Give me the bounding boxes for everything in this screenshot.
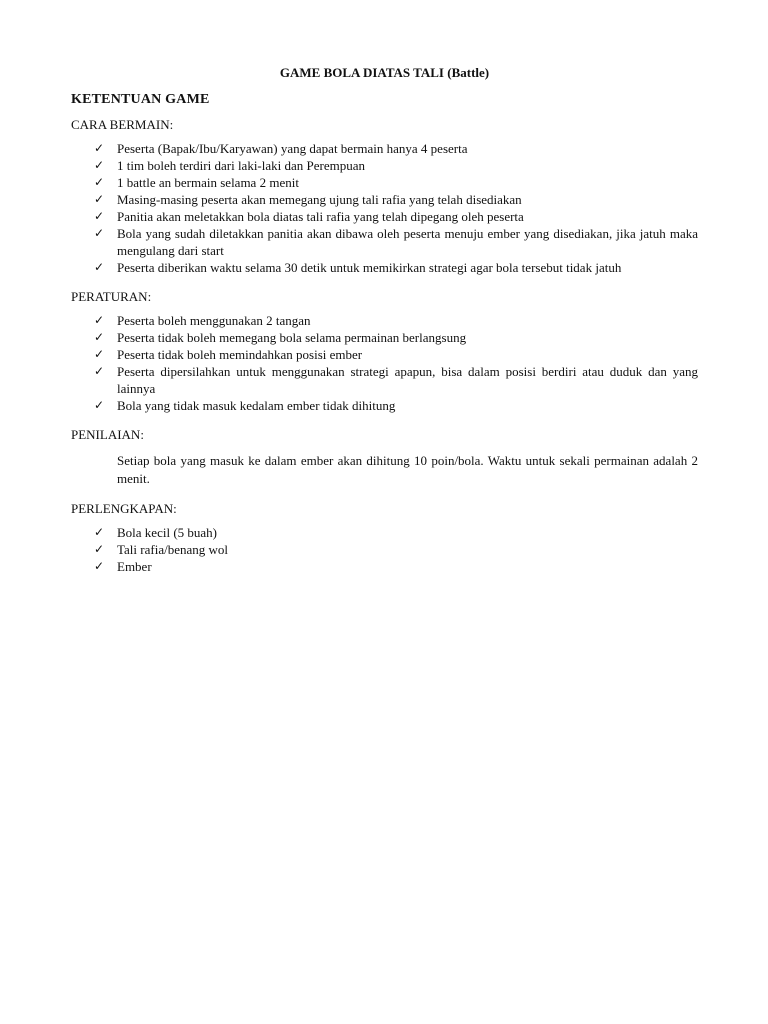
list-item xyxy=(71,208,698,225)
list-item xyxy=(71,191,698,208)
list-item xyxy=(71,397,698,414)
document-title: GAME BOLA DIATAS TALI (Battle) xyxy=(279,65,490,80)
check-mark-icon: ✓ xyxy=(94,141,105,155)
list-item xyxy=(71,157,698,174)
list-item xyxy=(71,225,698,259)
list-item-text: Masing-masing peserta akan memegang ujung tali rafia yang telah disediakan xyxy=(117,192,522,207)
check-mark-icon: ✓ xyxy=(94,313,105,327)
check-mark-icon: ✓ xyxy=(94,525,105,539)
list-item-text: Bola yang tidak masuk kedalam ember tidak dihitung xyxy=(117,398,396,413)
list-item-text: 1 battle an bermain selama 2 menit xyxy=(117,175,299,190)
check-mark-icon: ✓ xyxy=(94,192,105,206)
section-label-cara-bermain: CARA BERMAIN: xyxy=(71,117,174,132)
list-item-text: Bola yang sudah diletakkan panitia akan dibawa oleh peserta menuju ember yang disediakan, jika jatuh maka mengulang dari start xyxy=(117,226,698,258)
check-mark-icon: ✓ xyxy=(94,226,105,240)
list-item xyxy=(71,541,698,558)
list-item-text: Peserta boleh menggunakan 2 tangan xyxy=(117,313,311,328)
check-mark-icon: ✓ xyxy=(94,542,105,556)
list-item-text: Panitia akan meletakkan bola diatas tali rafia yang telah dipegang oleh peserta xyxy=(117,209,524,224)
list-item xyxy=(71,140,698,157)
perlengkapan-list xyxy=(71,524,698,575)
check-mark-icon: ✓ xyxy=(94,158,105,172)
list-item-text: Tali rafia/benang wol xyxy=(117,542,228,557)
list-item-text: Peserta tidak boleh memegang bola selama permainan berlangsung xyxy=(117,330,467,345)
list-item xyxy=(71,312,698,329)
list-item xyxy=(71,259,698,276)
section-label-penilaian: PENILAIAN: xyxy=(71,427,144,442)
list-item xyxy=(71,558,698,575)
check-mark-icon: ✓ xyxy=(94,175,105,189)
check-mark-icon: ✓ xyxy=(94,209,105,223)
check-mark-icon: ✓ xyxy=(94,559,105,573)
list-item xyxy=(71,329,698,346)
peraturan-list xyxy=(71,312,698,414)
list-item xyxy=(71,524,698,541)
list-item-text: Peserta tidak boleh memindahkan posisi ember xyxy=(117,347,363,362)
check-mark-icon: ✓ xyxy=(94,364,105,378)
list-item xyxy=(71,363,698,397)
list-item-text: Bola kecil (5 buah) xyxy=(117,525,217,540)
list-item-text: 1 tim boleh terdiri dari laki-laki dan Perempuan xyxy=(117,158,366,173)
list-item xyxy=(71,346,698,363)
list-item-text: Peserta (Bapak/Ibu/Karyawan) yang dapat bermain hanya 4 peserta xyxy=(117,141,468,156)
cara-bermain-list xyxy=(71,140,698,276)
penilaian-paragraph: Setiap bola yang masuk ke dalam ember akan dihitung 10 poin/bola. Waktu untuk sekali permainan adalah 2 menit. xyxy=(117,453,698,486)
section-label-peraturan: PERATURAN: xyxy=(71,289,152,304)
section-label-perlengkapan: PERLENGKAPAN: xyxy=(71,501,177,516)
main-heading: KETENTUAN GAME xyxy=(71,92,210,107)
list-item-text: Ember xyxy=(117,559,152,574)
check-mark-icon: ✓ xyxy=(94,347,105,361)
list-item xyxy=(71,174,698,191)
check-mark-icon: ✓ xyxy=(94,260,105,274)
list-item-text: Peserta diberikan waktu selama 30 detik untuk memikirkan strategi agar bola tersebut tidak jatuh xyxy=(117,260,622,275)
check-mark-icon: ✓ xyxy=(94,330,105,344)
list-item-text: Peserta dipersilahkan untuk menggunakan strategi apapun, bisa dalam posisi berdiri atau duduk dan yang lainnya xyxy=(117,364,698,396)
check-mark-icon: ✓ xyxy=(94,398,105,412)
document-page xyxy=(71,63,698,575)
